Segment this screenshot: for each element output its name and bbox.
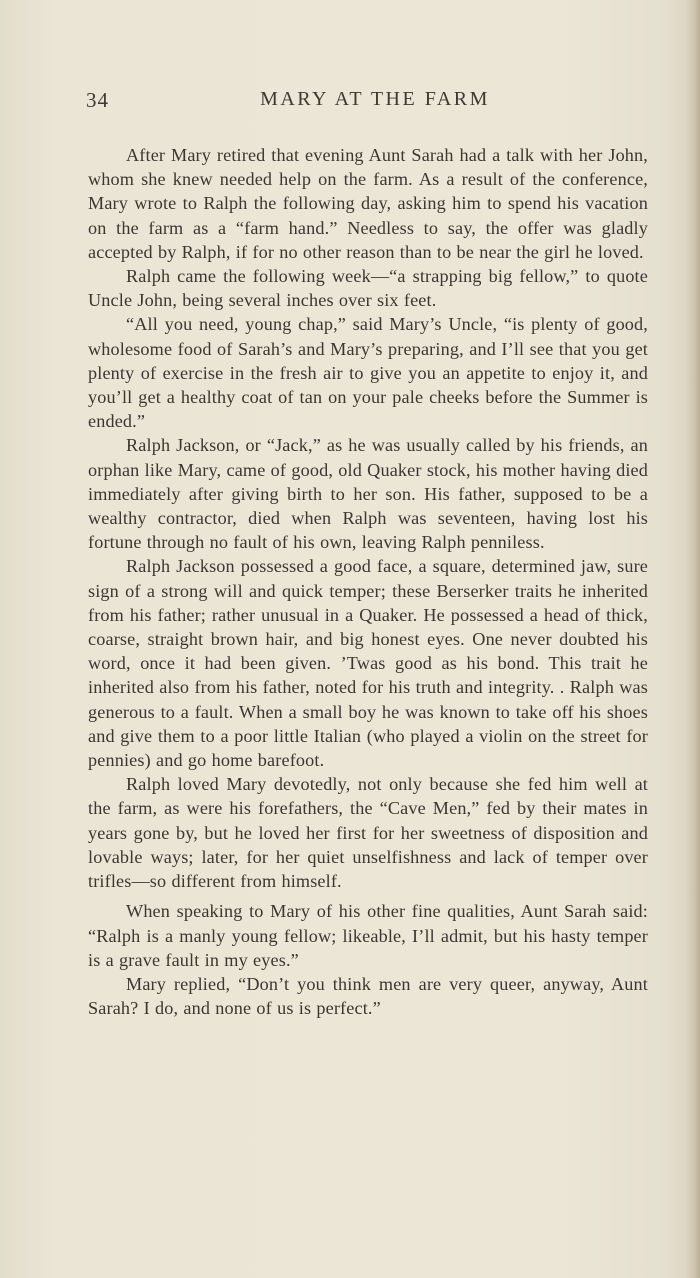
paragraph: When speaking to Mary of his other fine qualities, Aunt Sarah said: “Ralph is a manly young fellow; likeable, I’ll admit, but his hasty temper is a grave fault in my eyes.” bbox=[88, 901, 648, 970]
page-number: 34 bbox=[86, 88, 109, 112]
page-header bbox=[86, 88, 646, 118]
paragraph: Ralph Jackson, or “Jack,” as he was usually called by his friends, an orphan like Mary, came of good, old Quaker stock, his mother having died immediately after giving birth to her son. His father, supposed to be a wealthy contractor, died when Ralph was seventeen, having lost his fortune through no fault of his own, leaving Ralph penniless. bbox=[88, 435, 648, 553]
paragraph: After Mary retired that evening Aunt Sarah had a talk with her John, whom she knew needed help on the farm. As a result of the conference, Mary wrote to Ralph the following day, asking him to spend his vacation on the farm as a “farm hand.” Needless to say, the offer was gladly accepted by Ralph, if for no other reason than to be near the girl he loved. bbox=[88, 145, 648, 262]
paragraph: Mary replied, “Don’t you think men are very queer, anyway, Aunt Sarah? I do, and none of us is perfect.” bbox=[88, 973, 648, 1019]
body-text bbox=[88, 143, 648, 1020]
paragraph: Ralph came the following week—“a strapping big fellow,” to quote Uncle John, being several inches over six feet. bbox=[88, 266, 648, 311]
page-edge-shadow bbox=[686, 0, 700, 1278]
paragraph: Ralph Jackson possessed a good face, a square, determined jaw, sure sign of a strong will and quick temper; these Berserker traits he inherited from his father; rather unusual in a Quaker. He possessed a head of thick, coarse, straight brown hair, and big honest eyes. One never doubted his word, once it had been given. ’Twas good as his bond. This trait he inherited also from his father, noted for his truth and integrity. . Ralph was generous to a fault. When a small boy he was known to take off his shoes and give them to a poor little Italian (who played a violin on the street for pennies) and go home barefoot. bbox=[88, 556, 648, 771]
paragraph: Ralph loved Mary devotedly, not only because she fed him well at the farm, as were his forefathers, the “Cave Men,” fed by their mates in years gone by, but he loved her first for her sweetness of disposition and lovable ways; later, for her quiet unselfishness and lack of temper over trifles—so different from himself. bbox=[88, 774, 648, 892]
paragraph: “All you need, young chap,” said Mary’s Uncle, “is plenty of good, wholesome food of Sarah’s and Mary’s preparing, and I’ll see that you get plenty of exercise in the fresh air to give you an appetite to enjoy it, and you’ll get a healthy coat of tan on your pale cheeks before the Summer is ended.” bbox=[88, 314, 648, 432]
running-title: MARY AT THE FARM bbox=[260, 88, 490, 110]
